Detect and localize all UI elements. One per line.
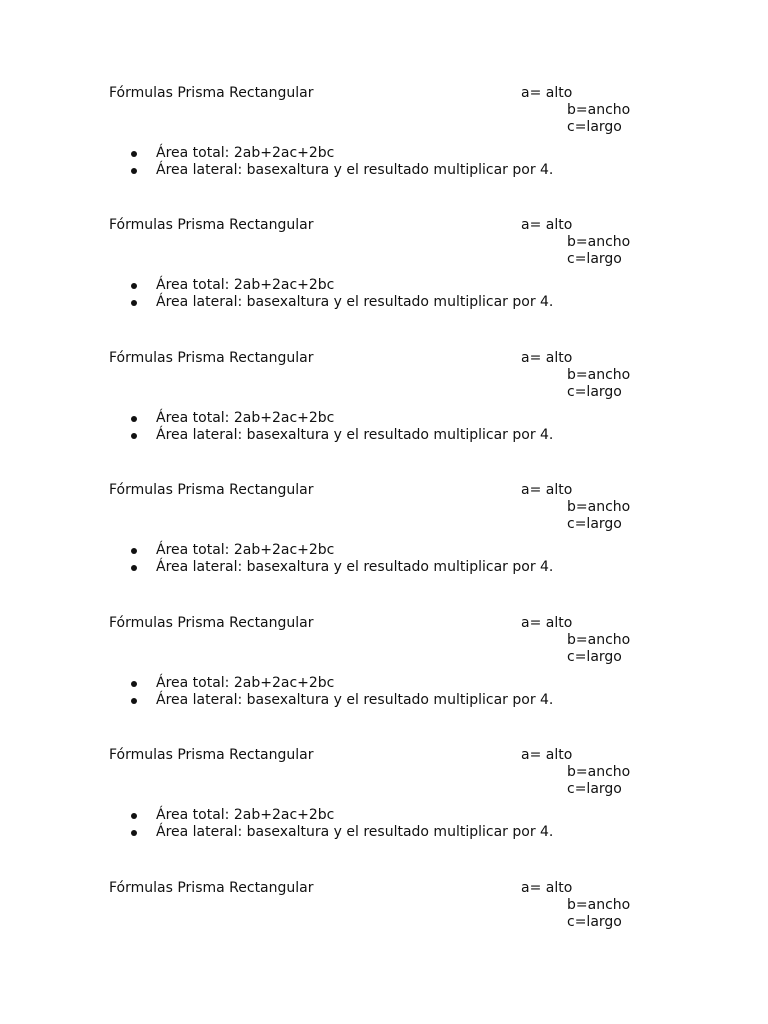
- total-area-formula: Área total: 2ab+2ac+2bc: [156, 410, 335, 426]
- formula-block: [0, 217, 768, 337]
- formula-block: [0, 747, 768, 867]
- block-title: Fórmulas Prisma Rectangular: [109, 615, 314, 631]
- bullet-icon: [131, 151, 137, 157]
- variable-a: a= alto: [521, 85, 573, 101]
- variable-c: c=largo: [567, 516, 622, 532]
- variable-b: b=ancho: [567, 632, 631, 648]
- bullet-icon: [131, 283, 137, 289]
- formula-block: [0, 482, 768, 602]
- block-title: Fórmulas Prisma Rectangular: [109, 350, 314, 366]
- bullet-icon: [131, 830, 137, 836]
- variable-a: a= alto: [521, 615, 573, 631]
- bullet-icon: [131, 698, 137, 704]
- formula-block: [0, 85, 768, 205]
- formula-block: [0, 615, 768, 735]
- variable-c: c=largo: [567, 914, 622, 930]
- variable-b: b=ancho: [567, 764, 631, 780]
- variable-b: b=ancho: [567, 897, 631, 913]
- variable-c: c=largo: [567, 649, 622, 665]
- formula-block: [0, 880, 768, 1000]
- bullet-icon: [131, 416, 137, 422]
- variable-c: c=largo: [567, 251, 622, 267]
- bullet-icon: [131, 813, 137, 819]
- total-area-formula: Área total: 2ab+2ac+2bc: [156, 277, 335, 293]
- variable-c: c=largo: [567, 384, 622, 400]
- total-area-formula: Área total: 2ab+2ac+2bc: [156, 145, 335, 161]
- variable-a: a= alto: [521, 217, 573, 233]
- bullet-icon: [131, 565, 137, 571]
- bullet-icon: [131, 548, 137, 554]
- variable-a: a= alto: [521, 350, 573, 366]
- block-title: Fórmulas Prisma Rectangular: [109, 747, 314, 763]
- variable-a: a= alto: [521, 747, 573, 763]
- variable-a: a= alto: [521, 482, 573, 498]
- variable-b: b=ancho: [567, 234, 631, 250]
- block-title: Fórmulas Prisma Rectangular: [109, 880, 314, 896]
- variable-c: c=largo: [567, 781, 622, 797]
- total-area-formula: Área total: 2ab+2ac+2bc: [156, 675, 335, 691]
- variable-a: a= alto: [521, 880, 573, 896]
- lateral-area-formula: Área lateral: basexaltura y el resultado multiplicar por 4.: [156, 294, 554, 310]
- block-title: Fórmulas Prisma Rectangular: [109, 85, 314, 101]
- formula-block: [0, 350, 768, 470]
- bullet-icon: [131, 300, 137, 306]
- block-title: Fórmulas Prisma Rectangular: [109, 482, 314, 498]
- total-area-formula: Área total: 2ab+2ac+2bc: [156, 807, 335, 823]
- variable-c: c=largo: [567, 119, 622, 135]
- lateral-area-formula: Área lateral: basexaltura y el resultado multiplicar por 4.: [156, 427, 554, 443]
- variable-b: b=ancho: [567, 367, 631, 383]
- bullet-icon: [131, 433, 137, 439]
- block-title: Fórmulas Prisma Rectangular: [109, 217, 314, 233]
- variable-b: b=ancho: [567, 102, 631, 118]
- lateral-area-formula: Área lateral: basexaltura y el resultado multiplicar por 4.: [156, 559, 554, 575]
- lateral-area-formula: Área lateral: basexaltura y el resultado multiplicar por 4.: [156, 824, 554, 840]
- bullet-icon: [131, 168, 137, 174]
- total-area-formula: Área total: 2ab+2ac+2bc: [156, 542, 335, 558]
- bullet-icon: [131, 681, 137, 687]
- variable-b: b=ancho: [567, 499, 631, 515]
- lateral-area-formula: Área lateral: basexaltura y el resultado multiplicar por 4.: [156, 162, 554, 178]
- lateral-area-formula: Área lateral: basexaltura y el resultado multiplicar por 4.: [156, 692, 554, 708]
